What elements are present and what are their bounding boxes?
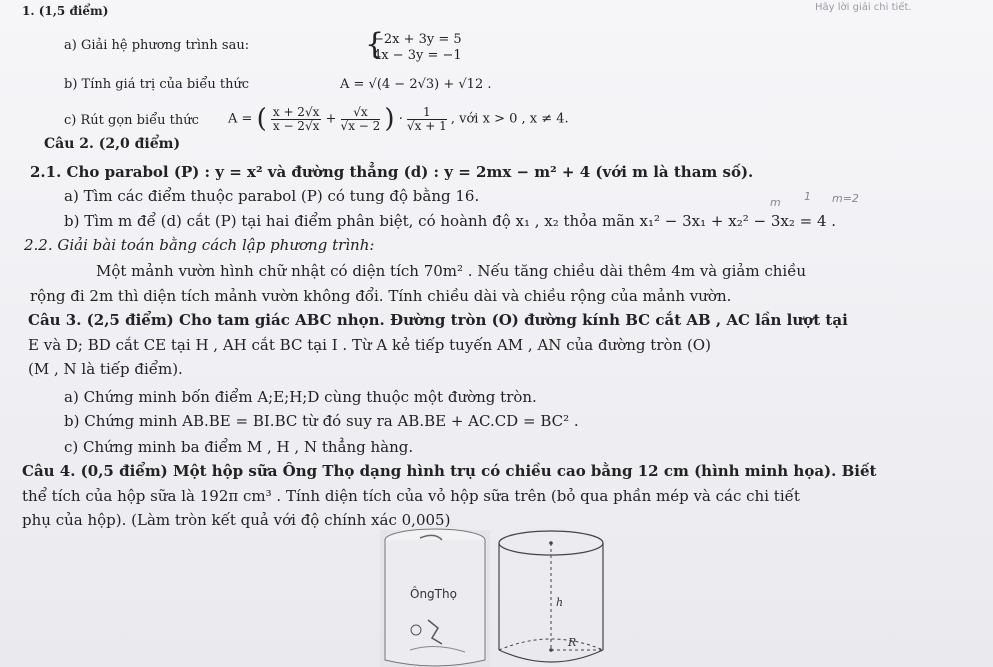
q3c: c) Chứng minh ba điểm M , H , N thẳng hàng.	[64, 438, 414, 456]
equation-1: −2x + 3y = 5	[373, 32, 462, 47]
q3-line2: E và D; BD cắt CE tại H , AH cắt BC tại I . Từ A kẻ tiếp tuyến AM , AN của đường tròn (O)	[28, 336, 711, 354]
paren-right: )	[384, 104, 395, 134]
fraction-1: $\frac{x + 2√x}{x - 2√x}$	[272, 104, 320, 133]
radius-label: R	[568, 636, 577, 649]
header-note: Hãy lời giải chi tiết.	[815, 2, 912, 13]
q1b-text: b) Tính giá trị của biểu thức	[64, 77, 250, 92]
q1b-expression: A = √(4 − 2√3) + √12 .	[340, 77, 492, 92]
paren-left: (	[256, 104, 267, 134]
expr-A: A =	[228, 111, 253, 127]
condition: , với x > 0 , x ≠ 4.	[450, 111, 569, 127]
q2-2-title: 2.2. Giải bài toán bằng cách lập phương trình:	[24, 236, 375, 254]
times-sign: ·	[398, 111, 403, 127]
q3-line3: (M , N là tiếp điểm).	[28, 360, 183, 378]
q3b: b) Chứng minh AB.BE = BI.BC từ đó suy ra AB.BE + AC.CD = BC² .	[64, 412, 579, 430]
handwritten-mark-3: m	[770, 196, 781, 209]
plus-sign: +	[325, 111, 337, 127]
fraction-2: $\frac{√x}{√x - 2}$	[340, 104, 381, 133]
q2-title: Câu 2. (2,0 điểm)	[44, 136, 181, 152]
height-label: h	[556, 596, 564, 609]
q1c-text: c) Rút gọn biểu thức	[64, 113, 199, 128]
q2-2-line2: rộng đi 2m thì diện tích mảnh vườn không đổi. Tính chiều dài và chiều rộng của mảnh vườn.	[30, 287, 732, 305]
q1a-text: a) Giải hệ phương trình sau:	[64, 38, 250, 53]
handwritten-mark-2: m=2	[832, 192, 859, 205]
q2-1-text: 2.1. Cho parabol (P) : y = x² và đường thẳng (d) : y = 2mx − m² + 4 (với m là tham số).	[30, 163, 754, 181]
q4-line1: Câu 4. (0,5 điểm) Một hộp sữa Ông Thọ dạng hình trụ có chiều cao bằng 12 cm (hình minh họa). Biết	[22, 462, 877, 480]
fraction-3: $\frac{1}{√x + 1}$	[407, 104, 447, 133]
milk-can-figure	[380, 520, 610, 667]
q2-1a: a) Tìm các điểm thuộc parabol (P) có tung độ bằng 16.	[64, 187, 480, 205]
q3a: a) Chứng minh bốn điểm A;E;H;D cùng thuộc một đường tròn.	[64, 388, 537, 406]
handwritten-mark-1: 1	[804, 190, 811, 203]
q4-line3: phụ của hộp). (Làm tròn kết quả với độ chính xác 0,005)	[22, 511, 451, 529]
brace: {	[365, 27, 385, 62]
q2-2-line1: Một mảnh vườn hình chữ nhật có diện tích 70m² . Nếu tăng chiều dài thêm 4m và giảm chiều	[96, 262, 807, 280]
q2-1b: b) Tìm m để (d) cắt (P) tại hai điểm phân biệt, có hoành độ x₁ , x₂ thỏa mãn x₁² − 3x₁ + x₂² − 3x₂ = 4 .	[64, 212, 837, 230]
equation-system	[365, 27, 462, 64]
q4-line2: thể tích của hộp sữa là 192π cm³ . Tính diện tích của vỏ hộp sữa trên (bỏ qua phần mép và các chi tiết	[22, 487, 800, 505]
can-label: ÔngThọ	[410, 587, 457, 601]
q3-line1: Câu 3. (2,5 điểm) Cho tam giác ABC nhọn. Đường tròn (O) đường kính BC cắt AB , AC lần lượt tại	[28, 311, 848, 329]
equation-2: 4x − 3y = −1	[373, 48, 462, 63]
q1-score: 1. (1,5 điểm)	[22, 4, 109, 18]
q1c-expression	[228, 104, 569, 135]
cylinder-diagram	[499, 531, 603, 662]
